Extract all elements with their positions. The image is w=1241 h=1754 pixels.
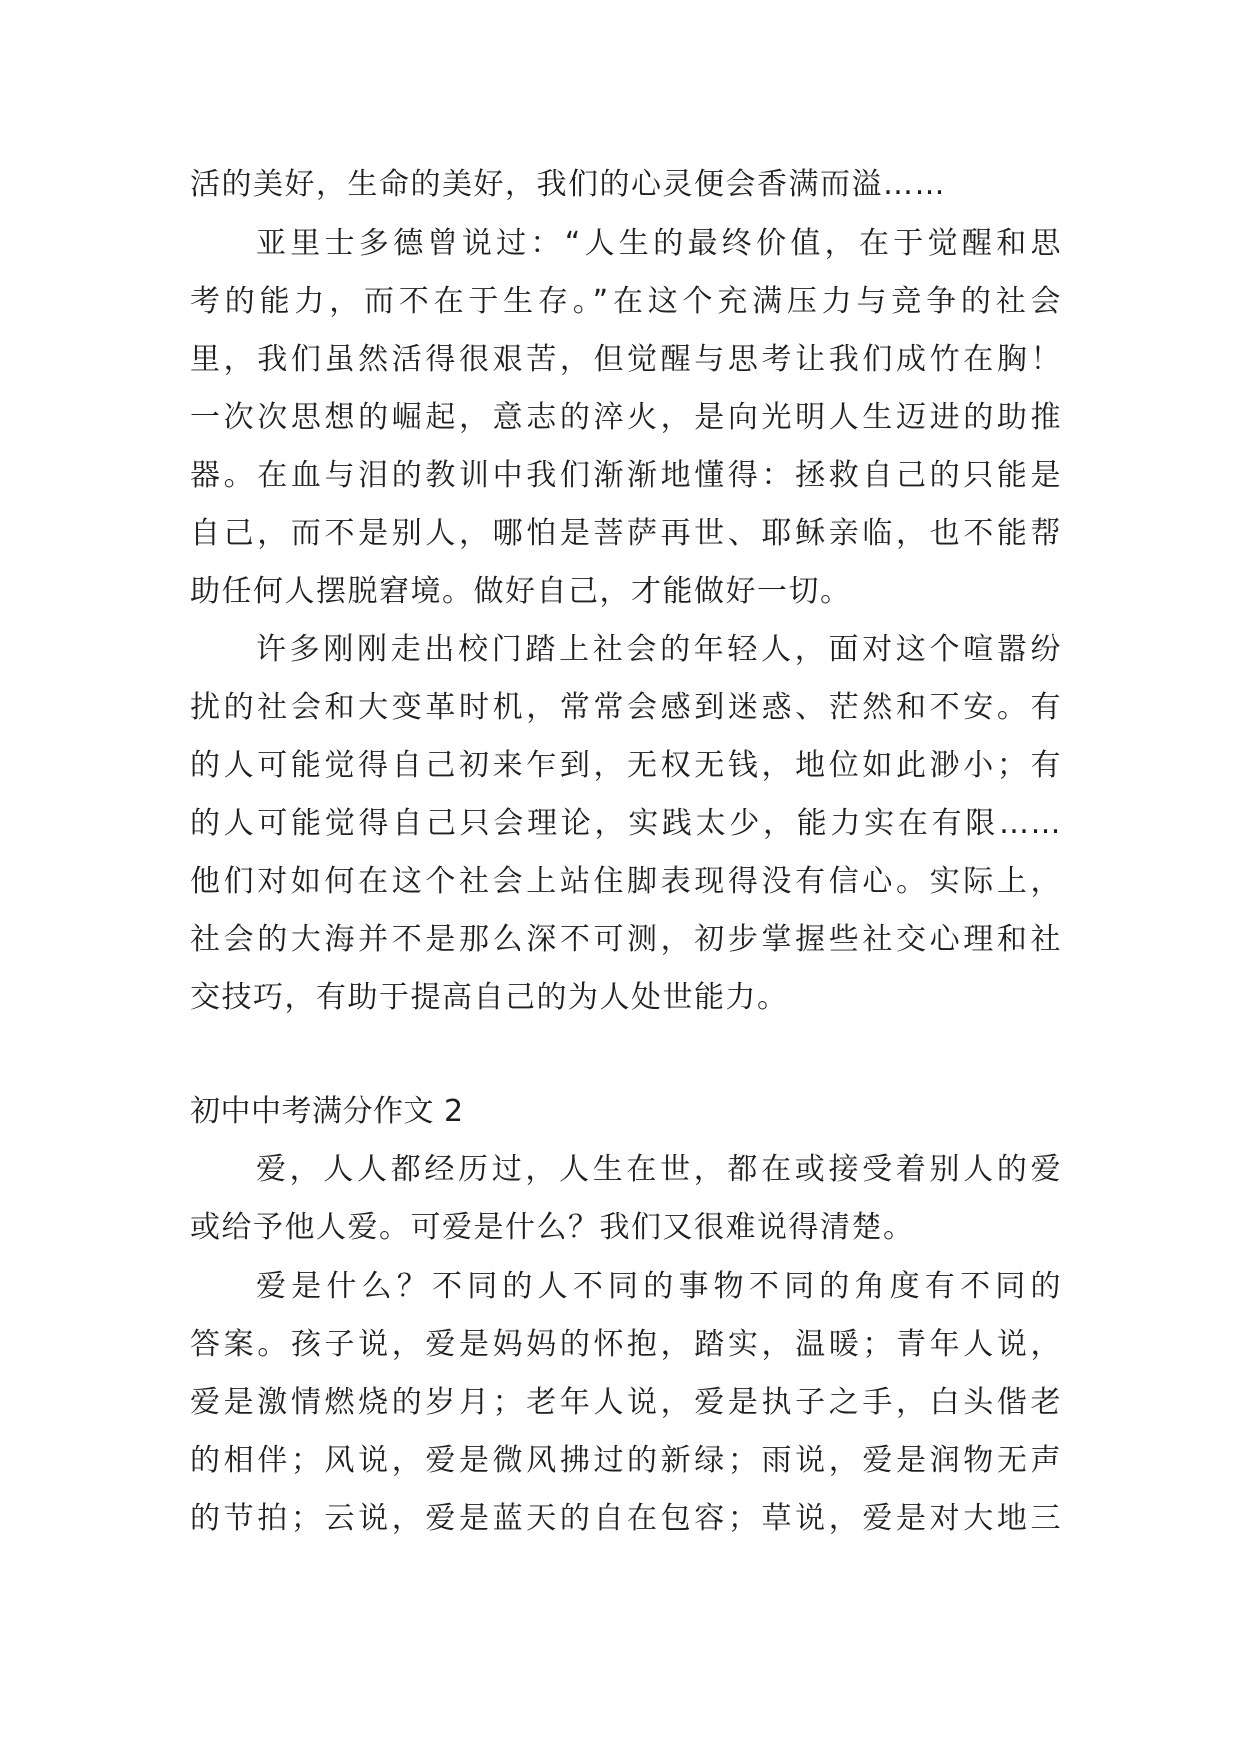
- paragraph-line: 考的能力，而不在于生存。”在这个充满压力与竞争的社会: [190, 284, 1062, 319]
- paragraph-line: 自己，而不是别人，哪怕是菩萨再世、耶稣亲临，也不能帮: [190, 516, 1062, 551]
- paragraph-line: 社会的大海并不是那么深不可测，初步掌握些社交心理和社: [190, 922, 1062, 957]
- paragraph-line: 一次次思想的崛起，意志的淬火，是向光明人生迈进的助推: [190, 400, 1062, 435]
- paragraph-line: 里，我们虽然活得很艰苦，但觉醒与思考让我们成竹在胸！: [190, 342, 1062, 377]
- paragraph-line: 答案。孩子说，爱是妈妈的怀抱，踏实，温暖；青年人说，: [190, 1327, 1062, 1362]
- paragraph-line: 爱是什么？不同的人不同的事物不同的角度有不同的: [256, 1269, 1062, 1304]
- paragraph-line: 器。在血与泪的教训中我们渐渐地懂得：拯救自己的只能是: [190, 458, 1062, 493]
- paragraph-line: 的相伴；风说，爱是微风拂过的新绿；雨说，爱是润物无声: [190, 1443, 1062, 1478]
- paragraph-line: 的人可能觉得自己初来乍到，无权无钱，地位如此渺小；有: [190, 748, 1062, 783]
- paragraph-line: 交技巧，有助于提高自己的为人处世能力。: [190, 980, 789, 1015]
- paragraph-line: 活的美好，生命的美好，我们的心灵便会香满而溢……: [190, 167, 946, 202]
- paragraph-line: 或给予他人爱。可爱是什么？我们又很难说得清楚。: [190, 1210, 915, 1245]
- paragraph-line: 亚里士多德曾说过：“人生的最终价值，在于觉醒和思: [256, 226, 1062, 261]
- section-heading: 初中中考满分作文 2: [190, 1094, 464, 1129]
- paragraph-line: 助任何人摆脱窘境。做好自己，才能做好一切。: [190, 574, 852, 609]
- paragraph-line: 的节拍；云说，爱是蓝天的自在包容；草说，爱是对大地三: [190, 1501, 1062, 1536]
- paragraph-line: 爱是激情燃烧的岁月；老年人说，爱是执子之手，白头偕老: [190, 1385, 1062, 1420]
- paragraph-line: 爱，人人都经历过，人生在世，都在或接受着别人的爱: [256, 1152, 1062, 1187]
- paragraph-line: 许多刚刚走出校门踏上社会的年轻人，面对这个喧嚣纷: [256, 632, 1062, 667]
- paragraph-line: 他们对如何在这个社会上站住脚表现得没有信心。实际上，: [190, 864, 1062, 899]
- paragraph-line: 扰的社会和大变革时机，常常会感到迷惑、茫然和不安。有: [190, 690, 1062, 725]
- paragraph-line: 的人可能觉得自己只会理论，实践太少，能力实在有限……: [190, 806, 1062, 841]
